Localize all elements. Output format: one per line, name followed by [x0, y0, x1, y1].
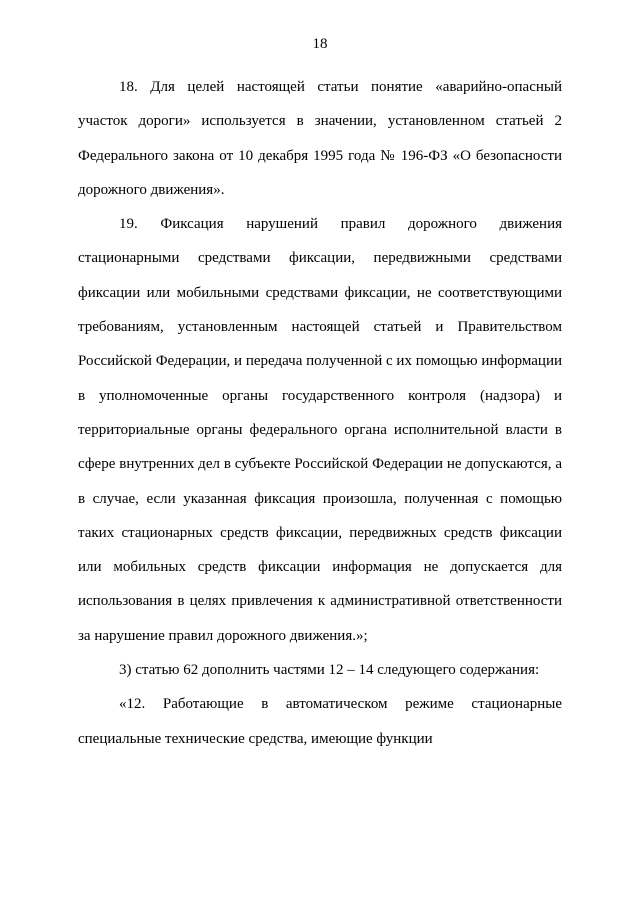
paragraph-item-3: 3) статью 62 дополнить частями 12 – 14 следующего содержания: — [119, 662, 540, 679]
page-number: 18 — [312, 36, 328, 52]
paragraph-part-12: «12. Работающие в автоматическом режиме стационарные специальные технические средства, имеющие функции — [78, 696, 562, 747]
paragraph-18: 18. Для целей настоящей статьи понятие «аварийно-опасный участок дороги» используется в значении, установленном статьей 2 Федерального закона от 10 декабря 1995 года № 196-ФЗ «О безопасности дорожного движения». — [78, 79, 562, 198]
document-body — [78, 70, 562, 756]
paragraph-19: 19. Фиксация нарушений правил дорожного движения стационарными средствами фиксации, передвижными средствами фиксации или мобильными средствами фиксации, не соответствующими требованиям, установленным настоящей статьей и Правительством Российской Федерации, и передача полученной с их помощью информации в уполномоченные органы государственного контроля (надзора) и территориальные органы федерального органа исполнительной власти в сфере внутренних дел в субъекте Российской Федерации не допускаются, а в случае, если указанная фиксация произошла, полученная с помощью таких стационарных средств фиксации, передвижных средств фиксации или мобильных средств фиксации информация не допускается для использования в целях привлечения к административной ответственности за нарушение правил дорожного движения.»; — [78, 216, 562, 644]
